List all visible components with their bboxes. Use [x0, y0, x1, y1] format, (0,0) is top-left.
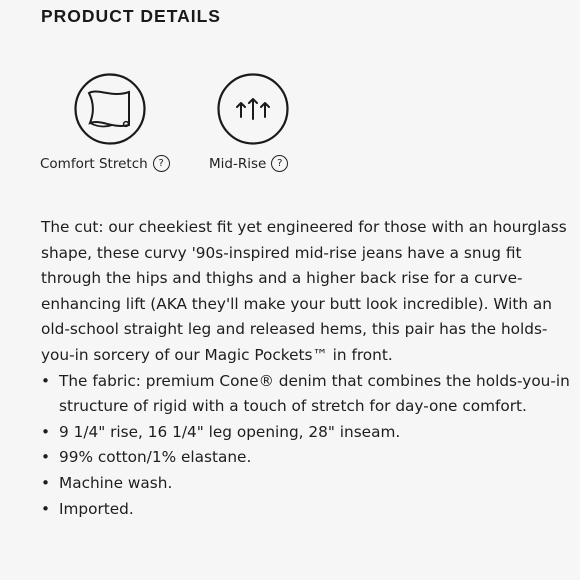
feature-comfort-stretch-row [40, 155, 170, 172]
list-item: • 99% cotton/1% elastane. [41, 445, 571, 471]
product-description [41, 215, 571, 522]
feature-label-mid-rise: Mid-Rise [209, 155, 267, 172]
help-icon[interactable]: ? [271, 155, 288, 172]
page-title: PRODUCT DETAILS [41, 6, 221, 26]
description-paragraph: The cut: our cheekiest fit yet engineered for those with an hourglass shape, these curvy '90s-inspired mid-rise jeans have a snug fit through the hips and thighs and a higher back rise for a curve-enhancing lift (AKA they'll make your butt look incredible). With an old-school straight leg and released hems, this pair has the holds-you-in sorcery of our Magic Pockets™ in front. [41, 218, 567, 364]
detail-bullet-list [41, 369, 571, 523]
rise-arrows-icon [217, 73, 289, 145]
feature-label-comfort-stretch: Comfort Stretch [40, 155, 148, 172]
list-item: • Imported. [41, 497, 571, 523]
help-icon[interactable]: ? [153, 155, 170, 172]
fabric-stretch-icon [74, 73, 146, 145]
list-item: • 9 1/4" rise, 16 1/4" leg opening, 28" inseam. [41, 420, 571, 446]
feature-mid-rise-row [209, 155, 288, 172]
list-item: • The fabric: premium Cone® denim that combines the holds-you-in structure of rigid with a touch of stretch for day-one comfort. [41, 369, 571, 420]
list-item: • Machine wash. [41, 471, 571, 497]
